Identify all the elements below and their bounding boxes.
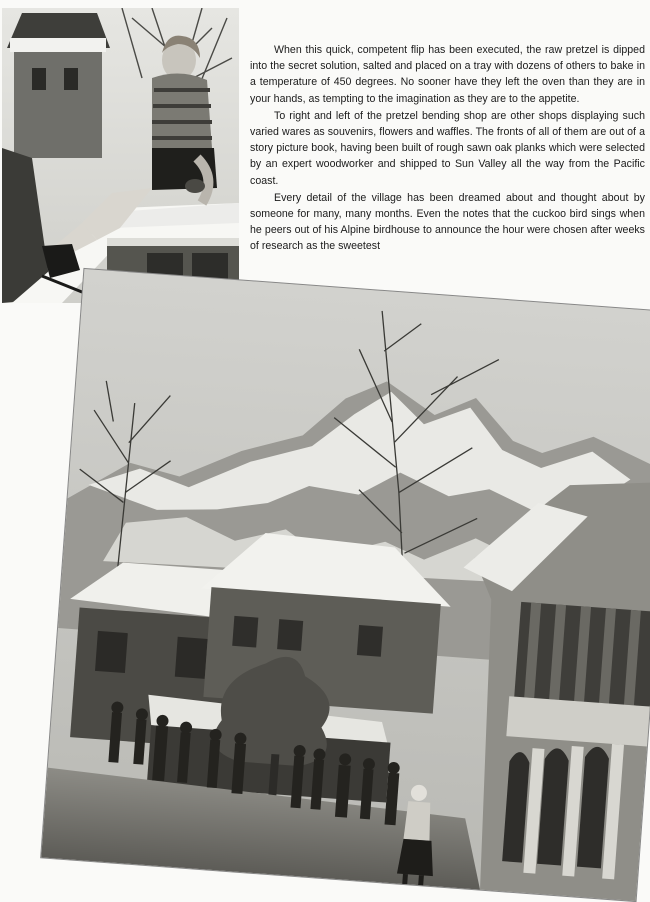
paragraph-3: Every detail of the village has been dreamed about and thought about by someone for many, many months. Even the notes that the cuckoo bird sings when he peers out of his Alpine birdhouse to announce the hour were chosen after weeks of research as the sweetest — [250, 191, 645, 253]
photo-village — [41, 269, 650, 901]
paragraph-1: When this quick, competent flip has been executed, the raw pretzel is dipped into the secret solution, salted and placed on a tray with dozens of others to bake in a temperature of 450 degrees. No sooner have they left the oven than they are in your hands, as tempting to the imagination as they are to the appetite. — [250, 44, 645, 105]
photo-woman-on-roof — [2, 8, 239, 303]
paragraph-2: To right and left of the pretzel bending shop are other shops displaying such varied wares as souvenirs, flowers and waffles. The fronts of all of them are out of a story picture book, having been built of rough sawn oak planks which were selected by an expert woodworker and shipped to Sun Valley all the way from the Pacific coast. — [250, 109, 645, 187]
village-street-illustration — [41, 269, 650, 901]
photo-village-frame — [41, 269, 650, 901]
article-text — [250, 42, 645, 256]
woman-on-roof-illustration — [2, 8, 239, 303]
